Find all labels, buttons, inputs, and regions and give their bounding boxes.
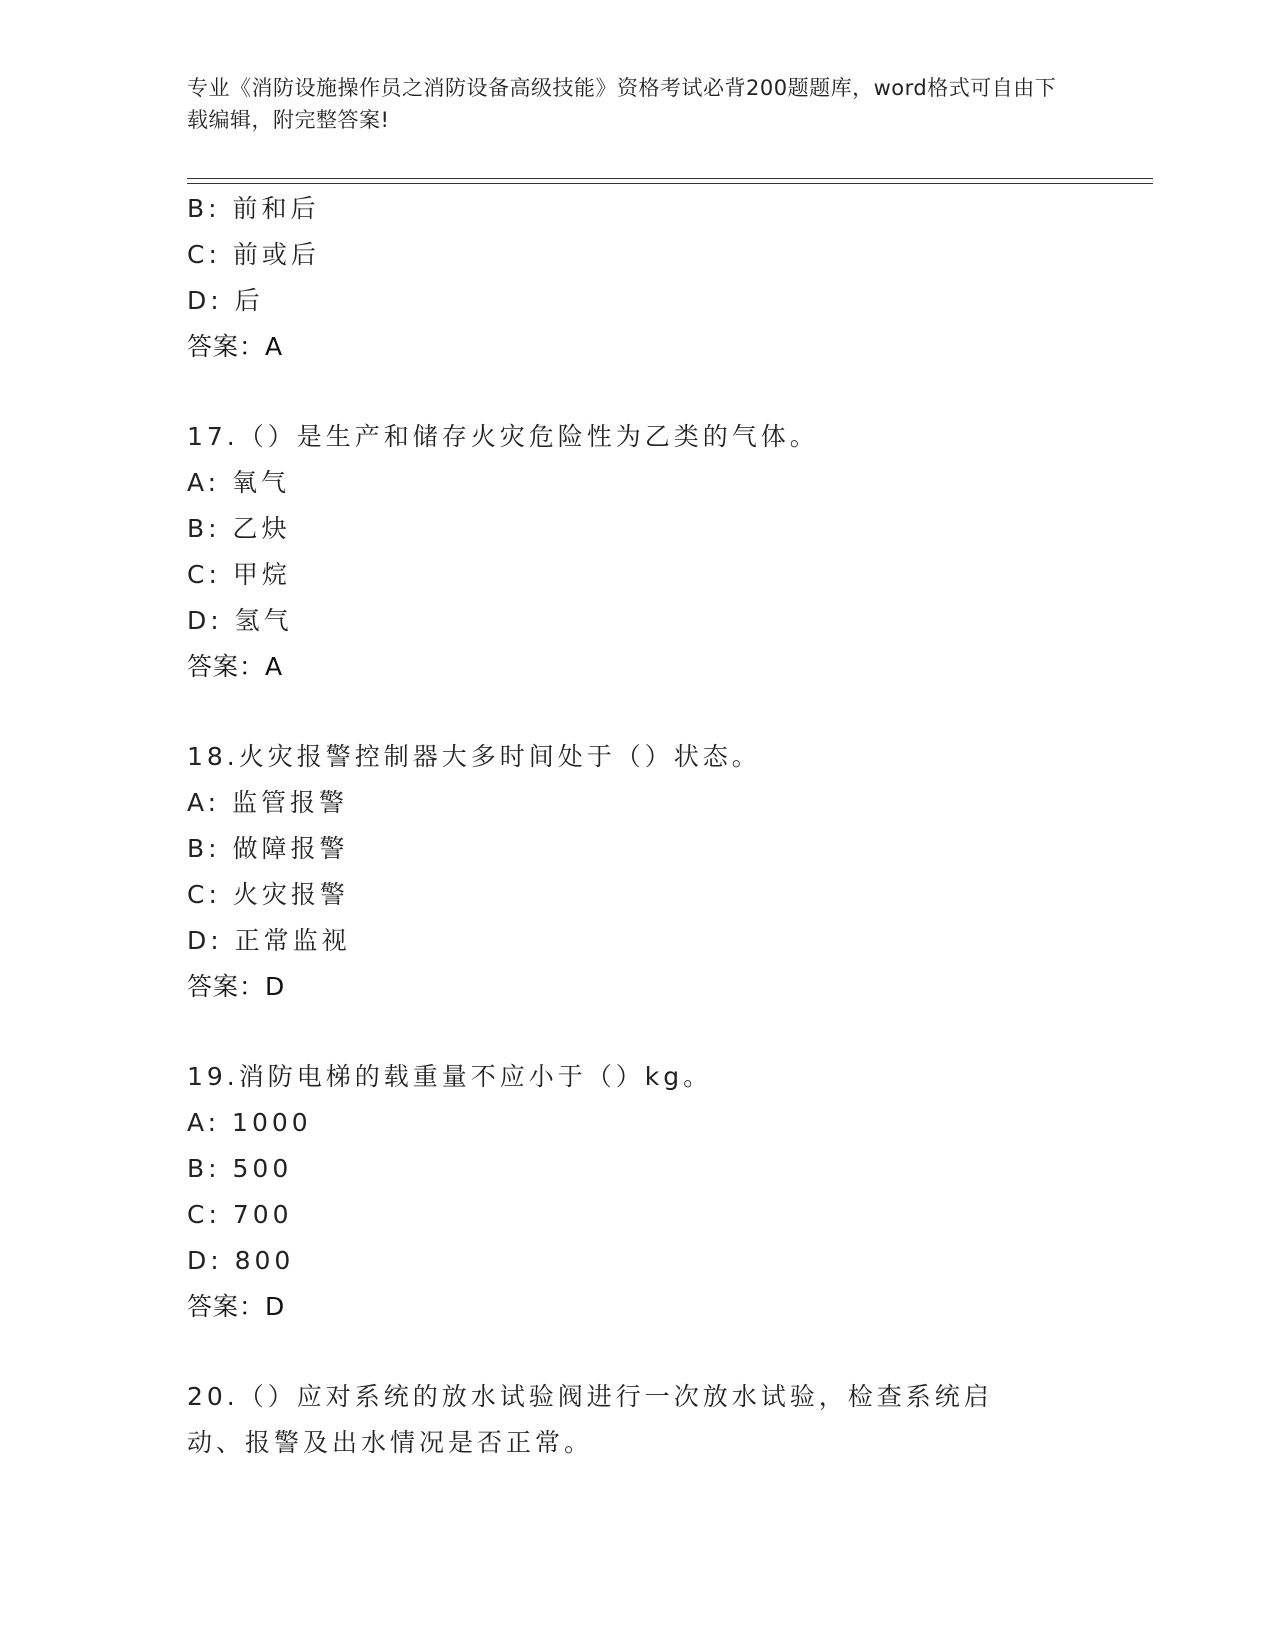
option-c: C: 火灾报警 — [187, 880, 349, 909]
question-17 — [187, 414, 1087, 690]
answer-line: 答案：D — [187, 972, 286, 1001]
option-b: B: 500 — [187, 1154, 293, 1183]
option-b: B: 乙炔 — [187, 514, 291, 543]
answer-line: 答案：A — [187, 652, 284, 681]
option-c: C: 甲烷 — [187, 560, 291, 589]
answer-line: 答案：D — [187, 1292, 286, 1321]
option-d: D: 氢气 — [187, 606, 293, 635]
header-rule-top — [187, 178, 1153, 179]
question-title: 18.火灾报警控制器大多时间处于（）状态。 — [187, 742, 761, 771]
option-a: A: 1000 — [187, 1108, 312, 1137]
option-b: B: 做障报警 — [187, 834, 349, 863]
header-rule-bottom — [187, 183, 1153, 184]
option-d: D: 800 — [187, 1246, 295, 1275]
question-20 — [187, 1374, 1087, 1466]
question-title: 20.（）应对系统的放水试验阀进行一次放水试验，检查系统启动、报警及出水情况是否正常。 — [187, 1382, 993, 1457]
option-a: A: 氧气 — [187, 468, 291, 497]
option-d: D: 正常监视 — [187, 926, 351, 955]
question-16 — [187, 186, 1087, 370]
document-header: 专业《消防设施操作员之消防设备高级技能》资格考试必背200题题库，word格式可自由下载编辑，附完整答案! — [187, 76, 1057, 132]
option-c: C: 前或后 — [187, 240, 320, 269]
option-d: D: 后 — [187, 286, 264, 315]
option-c: C: 700 — [187, 1200, 293, 1229]
question-18 — [187, 734, 1087, 1010]
option-a: A: 监管报警 — [187, 788, 349, 817]
question-title: 19.消防电梯的载重量不应小于（）kg。 — [187, 1062, 713, 1091]
answer-line: 答案：A — [187, 332, 284, 361]
option-b: B: 前和后 — [187, 194, 320, 223]
question-list — [187, 186, 1087, 1466]
question-19 — [187, 1054, 1087, 1330]
question-title: 17.（）是生产和储存火灾危险性为乙类的气体。 — [187, 422, 819, 451]
